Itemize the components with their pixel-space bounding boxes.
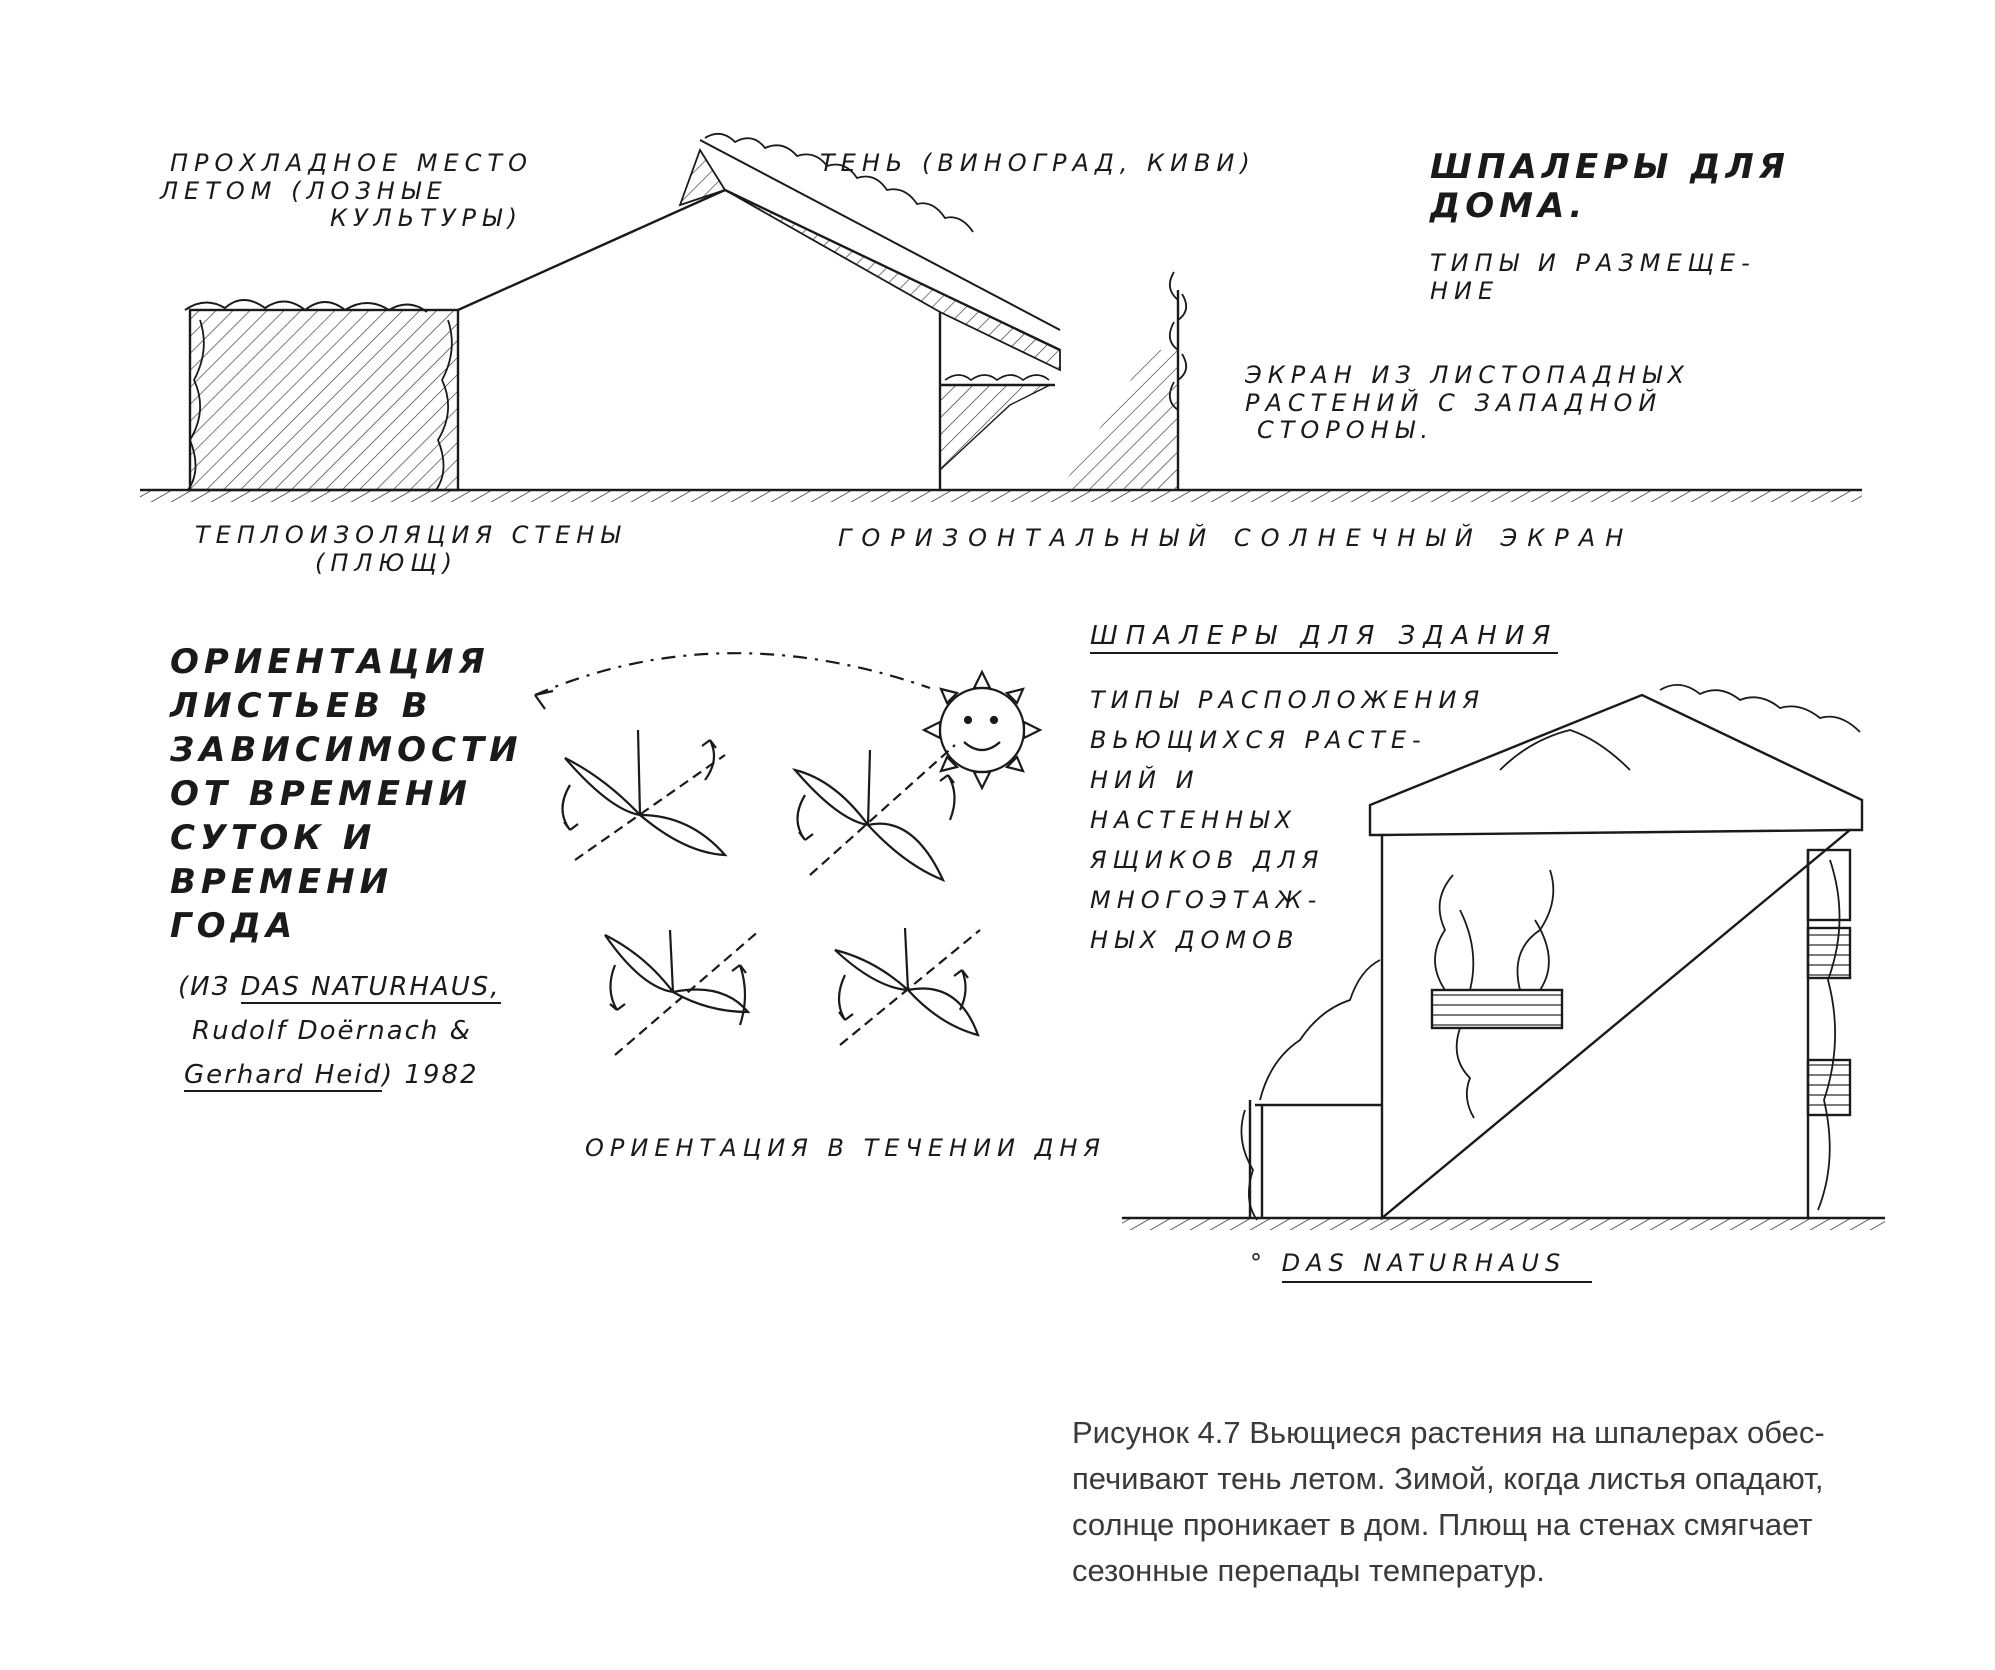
caption-line: солнце проникает в дом. Плющ на стенах смягчает [1072,1507,1813,1542]
sun-icon [924,672,1040,788]
shade-label: ТЕНЬ (ВИНОГРАД, КИВИ) [820,149,1256,177]
building-title: ШПАЛЕРЫ ДЛЯ ЗДАНИЯ [1090,622,1558,654]
insulation-label: ТЕПЛОИЗОЛЯЦИЯ СТЕНЫ (ПЛЮЩ) [195,521,626,577]
leaf-icon [535,653,980,1055]
caption-line: Рисунок 4.7 Вьющиеся растения на шпалерах обес- [1072,1415,1825,1450]
caption-line: сезонные перепады температур. [1072,1553,1545,1588]
figure-caption [1072,1410,1932,1594]
cool-place-label: ПРОХЛАДНОЕ МЕСТО ЛЕТОМ (ЛОЗНЫЕ КУЛЬТУРЫ) [160,149,533,233]
caption-line: печивают тень летом. Зимой, когда листья опадают, [1072,1461,1824,1496]
building-subtitle: ТИПЫ РАСПОЛОЖЕНИЯ ВЬЮЩИХСЯ РАСТЕ- НИЙ И НАСТЕННЫХ ЯЩИКОВ ДЛЯ МНОГОЭТАЖ- НЫХ ДОМОВ [1090,686,1486,954]
screen-label: ЭКРАН ИЗ ЛИСТОПАДНЫХ РАСТЕНИЙ С ЗАПАДНОЙ СТОРОНЫ. [1245,361,1690,445]
credit-label: ° DAS NATURHAUS [1250,1249,1567,1277]
house-subtitle: ТИПЫ И РАЗМЕЩЕ- НИЕ [1430,249,1756,305]
orientation-title: ОРИЕНТАЦИЯ ЛИСТЬЕВ В ЗАВИСИМОСТИ ОТ ВРЕМЕНИ СУТОК И ВРЕМЕНИ ГОДА [170,642,523,946]
day-orientation-label: ОРИЕНТАЦИЯ В ТЕЧЕНИИ ДНЯ [585,1134,1107,1162]
source-reference: (ИЗ DAS NATURHAUS, Rudolf Doërnach & Gerhard Heid) 1982 [178,972,501,1090]
house-title: ШПАЛЕРЫ ДЛЯ ДОМА. [1430,147,1790,227]
horizontal-screen-label: ГОРИЗОНТАЛЬНЫЙ СОЛНЕЧНЫЙ ЭКРАН [838,524,1634,552]
